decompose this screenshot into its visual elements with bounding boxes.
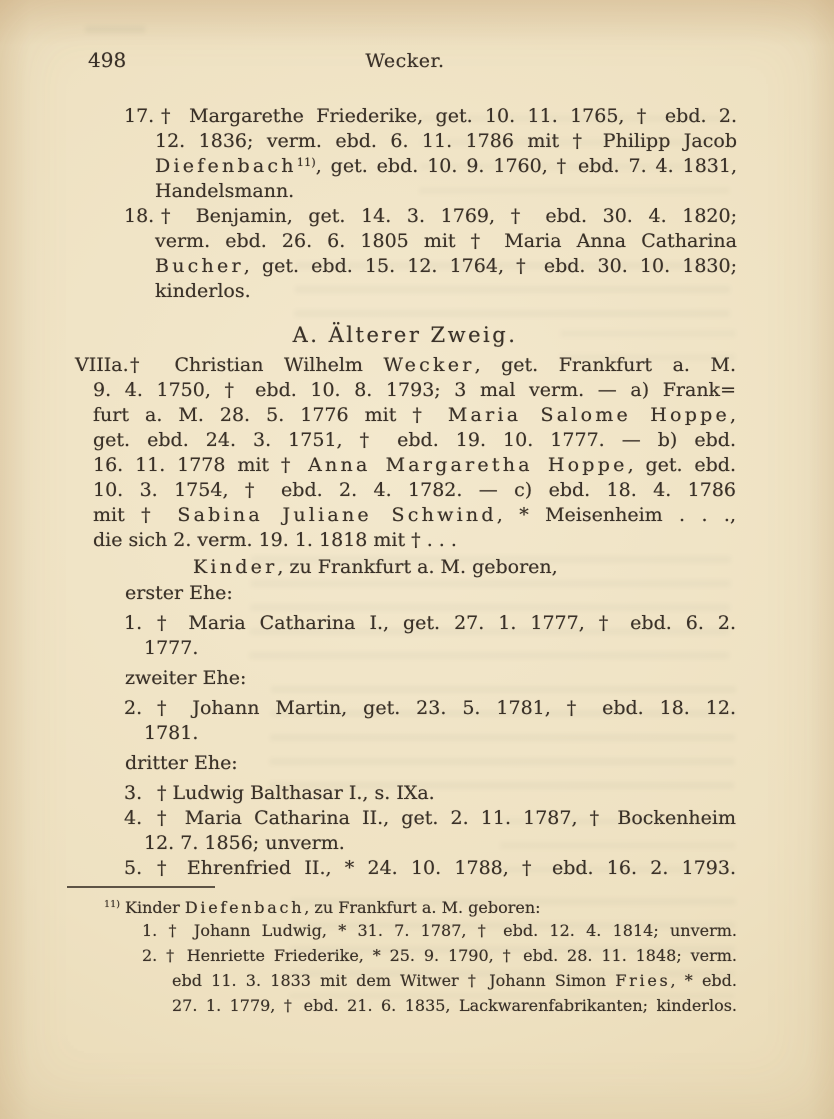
text-run: † Henriette Friederike, * 25. 9. 1790, † ebd. 28. 11. 1848; verm. <box>166 946 737 965</box>
text-run: mit † <box>93 504 178 526</box>
footnote-item-number: 1. <box>142 921 158 940</box>
entry-VIIIa <box>75 353 737 553</box>
entry-3 <box>124 781 736 806</box>
entry-2 <box>124 696 736 746</box>
text-line <box>93 428 736 453</box>
footnote-item-number: 2. <box>142 946 158 965</box>
page-number: 498 <box>88 48 127 72</box>
text-run: 12. 1836; verm. ebd. 6. 11. 1786 mit † Philipp Jacob <box>155 130 737 152</box>
entry-number: VIIIa. <box>75 354 129 376</box>
footnote-head <box>104 896 834 919</box>
text-run: † Maria Catharina I., get. 27. 1. 1777, † ebd. 6. 2. <box>157 612 736 634</box>
text-run: † Johann Ludwig, * 31. 7. 1787, † ebd. 12. 4. 1814; unverm. <box>168 921 737 940</box>
text-run: † Ludwig Balthasar I., s. IXa. <box>157 782 435 804</box>
text-run: † Christian Wilhelm <box>130 354 384 376</box>
text-line <box>144 721 736 746</box>
spaced-name: Bucher <box>155 255 244 277</box>
entry-number: 3. <box>124 782 143 804</box>
text-run: 1777. <box>144 637 199 659</box>
text-line <box>144 636 736 661</box>
text-run: furt a. M. 28. 5. 1776 mit † <box>93 404 448 426</box>
text-run: 9. 4. 1750, † ebd. 10. 8. 1793; 3 mal verm. — a) Frank= <box>93 379 736 401</box>
text-run: 16. 11. 1778 mit † <box>93 454 309 476</box>
bleedthrough-ghost <box>85 26 145 42</box>
text-line <box>144 806 736 831</box>
spaced-name: Diefenbach <box>184 898 305 917</box>
spaced-name: Anna Margaretha Hoppe <box>308 454 628 476</box>
spaced-name: Wecker <box>383 354 475 376</box>
text-run: † Margarethe Friederike, get. 10. 11. 1765, † ebd. 2. <box>161 105 737 127</box>
text-line <box>93 503 736 528</box>
running-title: Wecker. <box>365 50 445 72</box>
text-line <box>144 781 736 806</box>
entry-number: 18. <box>124 205 155 227</box>
marriage-label: erster Ehe: <box>125 582 233 604</box>
entry-1 <box>124 611 736 661</box>
text-run: † Ehrenfried II., * 24. 10. 1788, † ebd. 16. 2. 1793. <box>157 857 736 879</box>
footnote-rule <box>67 886 215 888</box>
entry-5 <box>124 856 736 881</box>
text-run: 27. 1. 1779, † ebd. 21. 6. 1835, Lackwarenfabrikanten; kinderlos. <box>172 996 737 1015</box>
text-line <box>93 353 736 378</box>
footnote-marker: 11) <box>104 899 120 910</box>
entry-number: 2. <box>124 697 143 719</box>
entry-number: 1. <box>124 612 143 634</box>
text-line <box>155 229 737 254</box>
text-line <box>155 179 737 204</box>
text-line <box>155 154 737 179</box>
entry-17 <box>124 104 737 204</box>
text-run: 10. 3. 1754, † ebd. 2. 4. 1782. — c) ebd. 18. 4. 1786 <box>93 479 736 501</box>
text-run: , get. ebd. 10. 9. 1760, † ebd. 7. 4. 1831, <box>315 155 737 177</box>
text-line <box>155 279 737 304</box>
text-run: get. ebd. 24. 3. 1751, † ebd. 19. 10. 1777. — b) ebd. <box>93 429 736 451</box>
text-line <box>155 254 737 279</box>
spaced-name: Kinder <box>193 556 278 578</box>
text-run: 12. 7. 1856; unverm. <box>144 832 345 854</box>
text-run: , get. Frankfurt a. M. <box>474 354 736 376</box>
page-header <box>0 48 834 78</box>
text-run: † Johann Martin, get. 23. 5. 1781, † ebd. 18. 12. <box>157 697 736 719</box>
text-line <box>93 453 736 478</box>
entry-number: 17. <box>124 105 155 127</box>
marriage-label: dritter Ehe: <box>125 752 238 774</box>
footnote-marker: 11) <box>296 155 316 169</box>
entry-18 <box>124 204 737 304</box>
spaced-name: Maria Salome Hoppe <box>447 404 730 426</box>
footnote-section <box>0 896 834 1019</box>
footnote-entry-2 <box>142 944 737 969</box>
section-heading: A. Älterer Zweig. <box>292 323 518 347</box>
text-run: 1781. <box>144 722 199 744</box>
footnote-entry-1 <box>142 919 737 944</box>
text-line <box>144 611 736 636</box>
text-run: verm. ebd. 26. 6. 1805 mit † Maria Anna Catharina <box>155 230 737 252</box>
text-run: ebd 11. 3. 1833 mit dem Witwer † Johann Simon <box>172 971 616 990</box>
text-line <box>144 696 736 721</box>
text-line <box>155 129 737 154</box>
text-run: , * Meisenheim . . ., <box>496 504 736 526</box>
text-run: , get. ebd. 15. 12. 1764, † ebd. 30. 10. 1830; <box>243 255 737 277</box>
text-line <box>144 831 736 856</box>
marriage-label: zweiter Ehe: <box>125 667 247 689</box>
text-run: † Maria Catharina II., get. 2. 11. 1787, † Bockenheim <box>157 807 736 829</box>
spaced-name: Fries <box>615 971 671 990</box>
text-run: kinderlos. <box>155 280 251 302</box>
text-line <box>172 969 737 994</box>
text-line <box>93 478 736 503</box>
text-line <box>155 104 737 129</box>
entry-number: 5. <box>124 857 143 879</box>
entry-4 <box>124 806 736 856</box>
text-run: , zu Frankfurt a. M. geboren, <box>277 556 558 578</box>
text-run: , get. ebd. <box>627 454 737 476</box>
page-body <box>0 104 834 881</box>
text-line <box>93 528 736 553</box>
text-run: , <box>729 404 737 426</box>
text-run: , * ebd. <box>670 971 737 990</box>
entry-number: 4. <box>124 807 143 829</box>
text-line <box>93 378 736 403</box>
text-run: die sich 2. verm. 19. 1. 1818 mit † . . . <box>93 529 457 551</box>
text-line <box>172 994 737 1019</box>
text-run: Handelsmann. <box>155 180 295 202</box>
text-line <box>155 204 737 229</box>
text-run: Kinder <box>119 898 185 917</box>
spaced-name: Sabina Juliane Schwind <box>177 504 497 526</box>
text-line <box>93 403 736 428</box>
text-run: † Benjamin, get. 14. 3. 1769, † ebd. 30. 4. 1820; <box>161 205 737 227</box>
text-run: , zu Frankfurt a. M. geboren: <box>304 898 541 917</box>
text-line <box>144 856 736 881</box>
spaced-name: Diefenbach <box>155 155 297 177</box>
children-intro-line <box>193 555 834 580</box>
